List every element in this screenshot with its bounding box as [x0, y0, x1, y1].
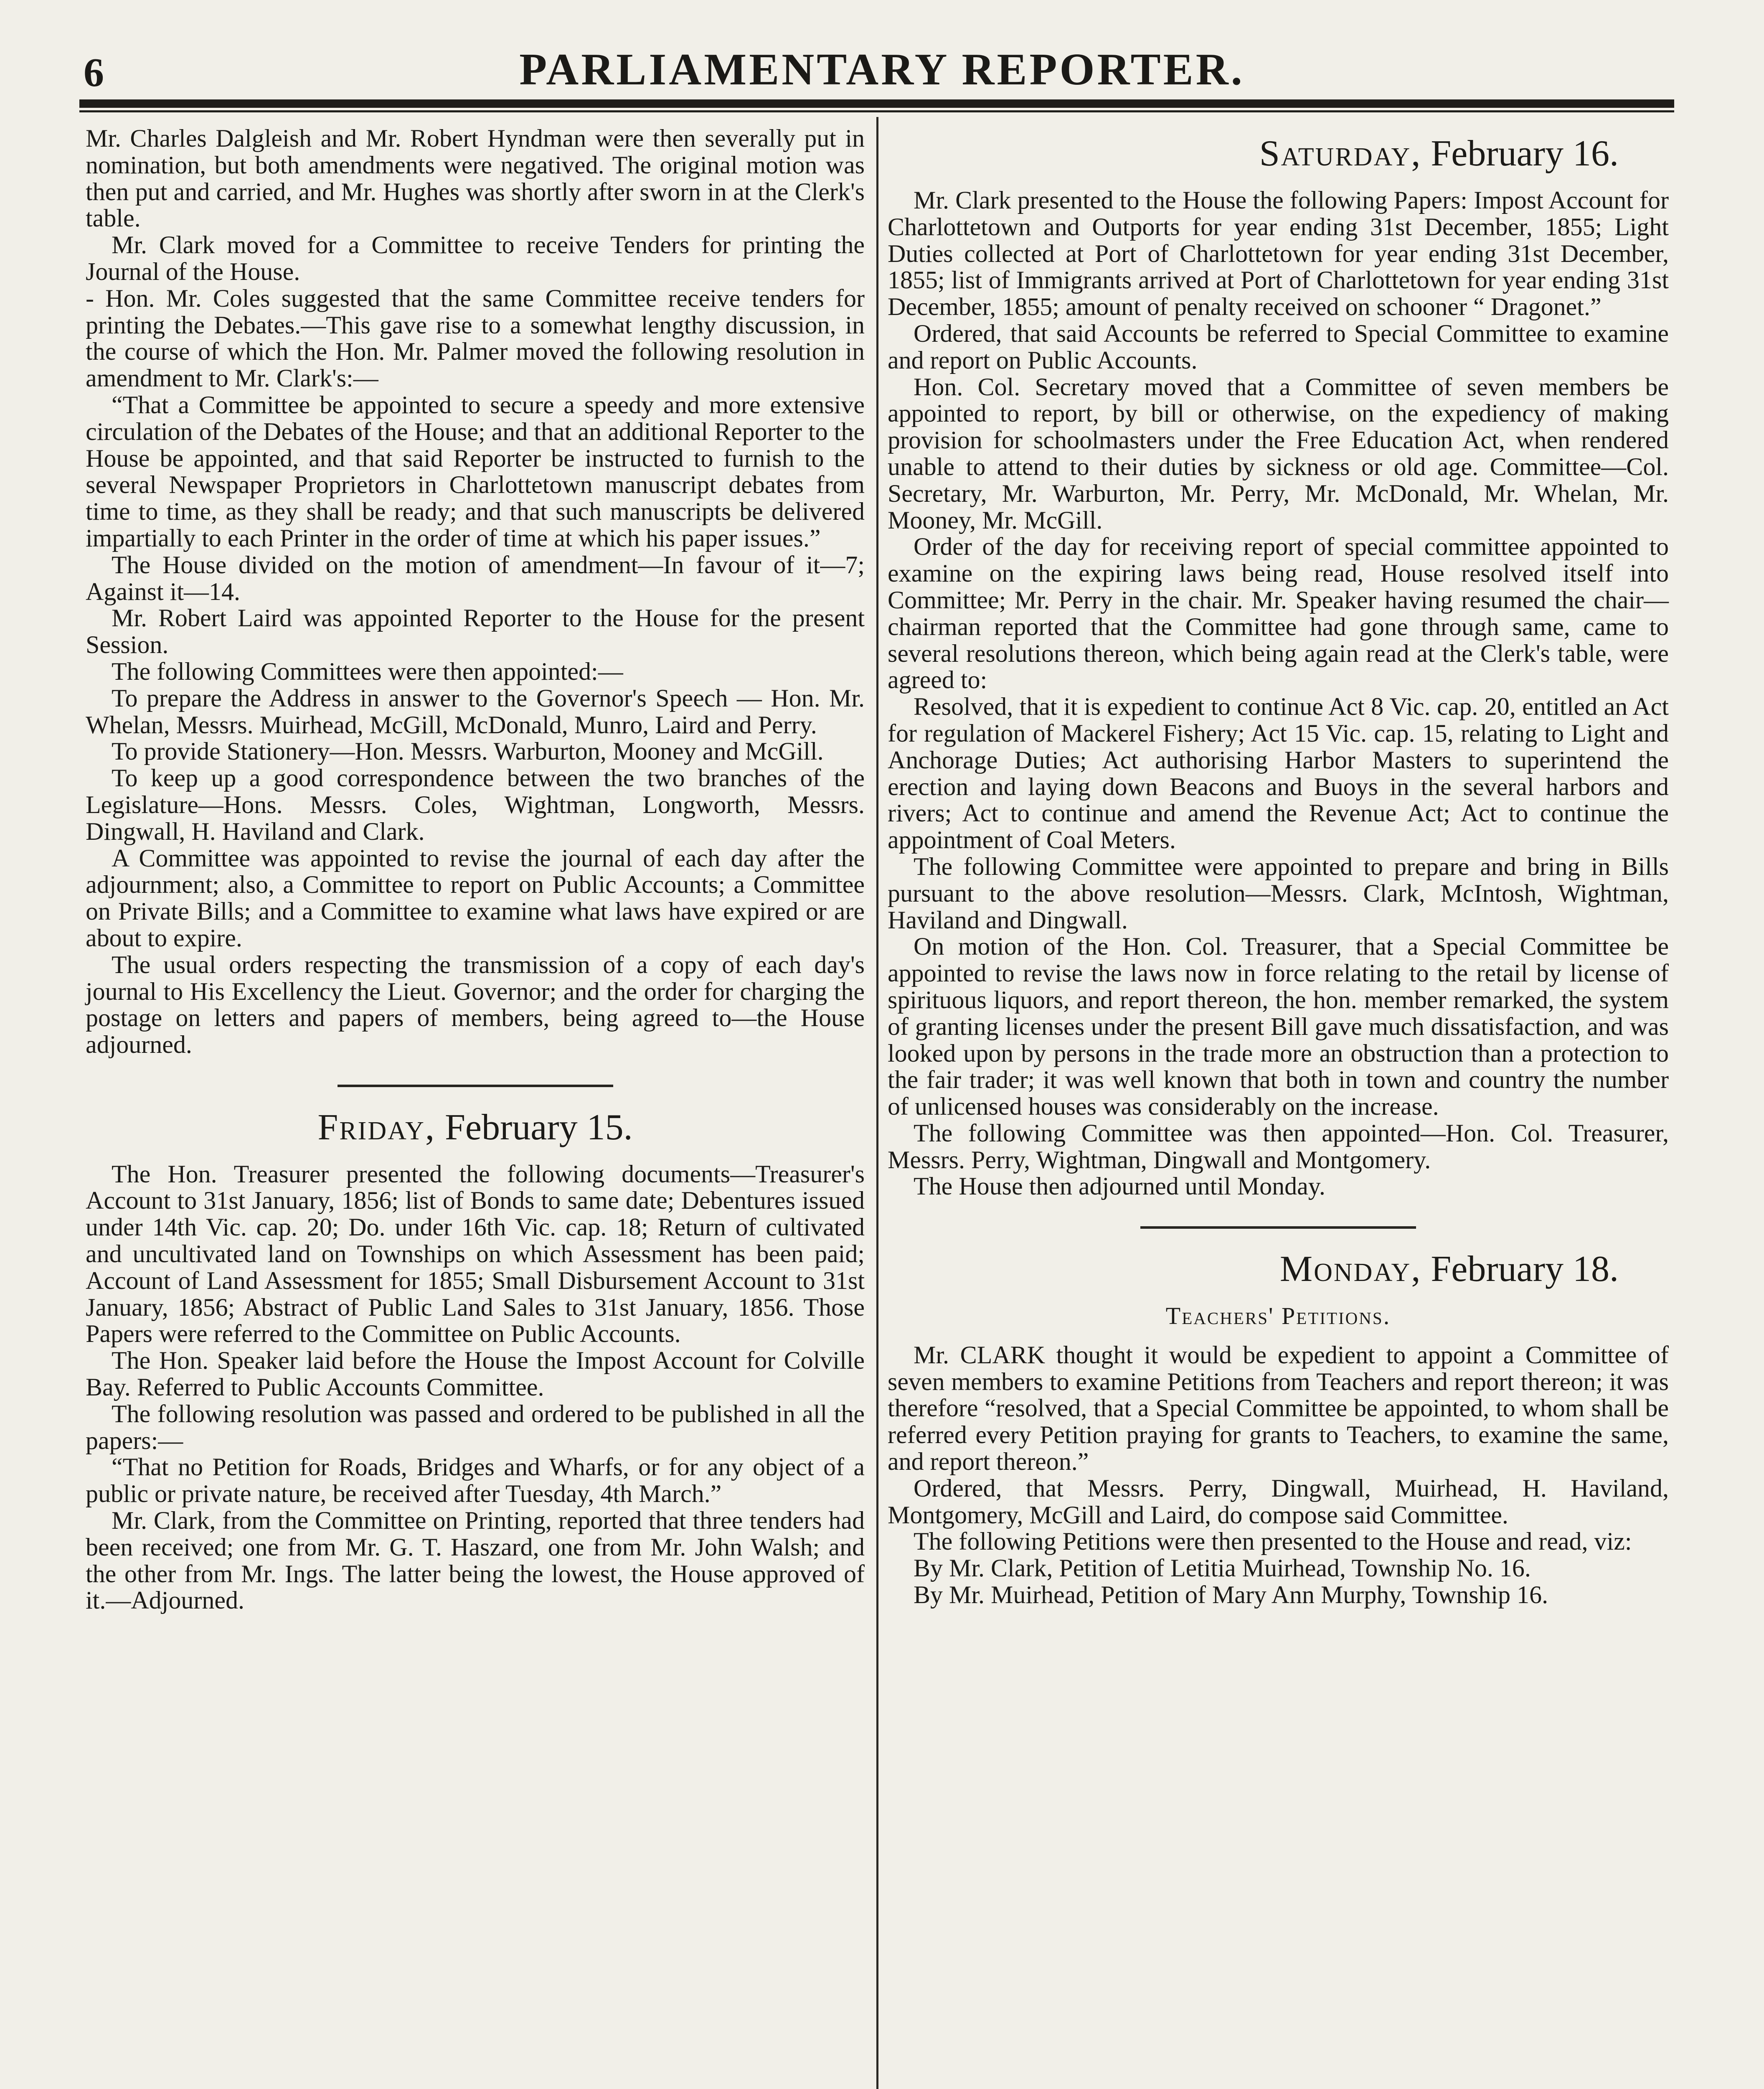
day-date: February 15. [444, 1107, 633, 1148]
paragraph: Ordered, that said Accounts be referred to Special Committee to examine and report on Public Accounts. [888, 319, 1669, 374]
paragraph: The Hon. Treasurer presented the following documents—Treasurer's Account to 31st January, 1856; list of Bonds to same date; Debentures issued under 14th Vic. cap. 20; Do. under 16th Vic. cap. 18; Return of cultivated and uncultivated land on Townships on which Assessment has been paid; Account of Land Assessment for 1855; Small Disbursement Account to 31st January, 1856; Abstract of Public Land Sales to 31st January, 1856. Those Papers were referred to the Committee on Public Accounts. [86, 1160, 865, 1348]
paragraph: The House divided on the motion of amendment—In favour of it—7; Against it—14. [86, 551, 865, 605]
paragraph: Order of the day for receiving report of special committee appointed to examine on the expiring laws being read, House resolved itself into Committee; Mr. Perry in the chair. Mr. Speaker having resumed the chair—chairman reported that the Committee had gone through same, came to several resolutions thereon, which being again read at the Clerk's table, were agreed to: [888, 533, 1669, 694]
paragraph: By Mr. Clark, Petition of Letitia Muirhead, Township No. 16. [914, 1554, 1531, 1582]
column-divider [876, 117, 878, 2089]
paragraph: The usual orders respecting the transmission of a copy of each day's journal to His Excellency the Lieut. Governor; and the order for charging the postage on letters and papers of members, being agreed to—the House adjourned. [86, 950, 865, 1059]
day-date: February 16. [1431, 133, 1619, 174]
page-number: 6 [84, 50, 104, 95]
paragraph: The following Committees were then appointed:— [112, 657, 623, 685]
paragraph: To prepare the Address in answer to the Governor's Speech — Hon. Mr. Whelan, Messrs. Muirhead, McGill, McDonald, Munro, Laird and Perry. [86, 684, 865, 739]
paragraph: Mr. Clark moved for a Committee to receive Tenders for printing the Journal of the House. [86, 231, 865, 285]
paragraph: Mr. Robert Laird was appointed Reporter to the House for the present Session. [86, 604, 865, 659]
paragraph: Ordered, that Messrs. Perry, Dingwall, Muirhead, H. Haviland, Montgomery, McGill and Laird, do compose said Committee. [888, 1474, 1669, 1529]
paragraph: The Hon. Speaker laid before the House the Impost Account for Colville Bay. Referred to Public Accounts Committee. [86, 1347, 865, 1401]
paragraph: The House then adjourned until Monday. [914, 1172, 1325, 1200]
day-name: Saturday, [1259, 133, 1422, 174]
paragraph: A Committee was appointed to revise the journal of each day after the adjournment; also, a Committee to report on Public Accounts; a Committee on Private Bills; and a Committee to examine what laws have expired or are about to expire. [86, 844, 865, 952]
paragraph: On motion of the Hon. Col. Treasurer, that a Special Committee be appointed to revise the laws now in force relating to the retail by license of spirituous liquors, and report thereon, the hon. member remarked, the system of granting licenses under the present Bill gave much dissatisfaction, and was looked upon by persons in the trade more an obstruction than a protection to the fair trader; it was well known that both in town and country the number of unlicensed houses was considerably on the increase. [888, 933, 1669, 1121]
paragraph: The following resolution was passed and ordered to be published in all the papers:— [86, 1400, 865, 1454]
paragraph: Mr. Clark, from the Committee on Printing, reported that three tenders had been received; one from Mr. G. T. Haszard, one from Mr. John Walsh; and the other from Mr. Ings. The latter being the lowest, the House approved of it.—Adjourned. [86, 1507, 865, 1614]
section-subheading: Teachers' Petitions. [1165, 1302, 1391, 1330]
header-rule-thin [79, 110, 1674, 112]
paragraph: Resolved, that it is expedient to continue Act 8 Vic. cap. 20, entitled an Act for regulation of Mackerel Fishery; Act 15 Vic. cap. 15, relating to Light and Anchorage Duties; Act authorising Harbor Masters to superintend the erection and laying down Beacons and Buoys in the several harbors and rivers; Act to continue and amend the Revenue Act; Act to continue the appointment of Coal Meters. [888, 693, 1669, 854]
left-column [86, 125, 865, 1614]
paragraph: To provide Stationery—Hon. Messrs. Warburton, Mooney and McGill. [112, 737, 824, 765]
day-name: Friday, [317, 1107, 436, 1148]
quoted-resolution: “That a Committee be appointed to secure a speedy and more extensive circulation of the Debates of the House; and that an additional Reporter to the House be appointed, and that said Reporter be instructed to furnish to the several Newspaper Proprietors in Charlottetown manuscript debates from time to time, as they shall be ready; and that such manuscripts be delivered impartially to each Printer in the order of time at which his paper issues.” [86, 391, 865, 552]
saturday-heading [888, 133, 1669, 175]
paragraph: Hon. Col. Secretary moved that a Committee of seven members be appointed to report, by bill or otherwise, on the expediency of making provision for schoolmasters under the Free Education Act, when rendered unable to attend to their duties by sickness or old age. Committee—Col. Secretary, Mr. Warburton, Mr. Perry, Mr. McDonald, Mr. Whelan, Mr. Mooney, Mr. McGill. [888, 373, 1669, 534]
paragraph: Mr. CLARK thought it would be expedient to appoint a Committee of seven members to examine Petitions from Teachers and report thereon; it was therefore “resolved, that a Special Committee be appointed, to whom shall be referred every Petition praying for grants to Teachers, to examine the same, and report thereon.” [888, 1341, 1669, 1476]
friday-heading [86, 1107, 865, 1149]
header-rule-thick [79, 99, 1674, 108]
section-separator [888, 1212, 1669, 1239]
paragraph: Mr. Charles Dalgleish and Mr. Robert Hyndman were then severally put in nomination, but both amendments were negatived. The original motion was then put and carried, and Mr. Hughes was shortly after sworn in at the Clerk's table. [86, 125, 865, 232]
paragraph: By Mr. Muirhead, Petition of Mary Ann Murphy, Township 16. [914, 1581, 1548, 1609]
day-date: February 18. [1431, 1249, 1619, 1290]
day-name: Monday, [1279, 1249, 1422, 1290]
section-separator [86, 1071, 865, 1098]
paragraph: - Hon. Mr. Coles suggested that the same Committee receive tenders for printing the Debates.—This gave rise to a somewhat lengthy discussion, in the course of which the Hon. Mr. Palmer moved the following resolution in amendment to Mr. Clark's:— [86, 284, 865, 392]
paragraph: The following Committee was then appointed—Hon. Col. Treasurer, Messrs. Perry, Wightman, Dingwall and Montgomery. [888, 1119, 1669, 1174]
paragraph: The following Petitions were then presented to the House and read, viz: [914, 1527, 1632, 1555]
paragraph: The following Committee were appointed to prepare and bring in Bills pursuant to the above resolution—Messrs. Clark, McIntosh, Wightman, Haviland and Dingwall. [888, 852, 1669, 934]
running-head-title: PARLIAMENTARY REPORTER. [519, 45, 1245, 94]
monday-heading [888, 1248, 1669, 1290]
right-column [888, 125, 1669, 1609]
quoted-resolution: “That no Petition for Roads, Bridges and Wharfs, or for any object of a public or private nature, be received after Tuesday, 4th March.” [86, 1453, 865, 1508]
paragraph: Mr. Clark presented to the House the following Papers: Impost Account for Charlottetown and Outports for year ending 31st December, 1855; Light Duties collected at Port of Charlottetown for year ending 31st December, 1855; list of Immigrants arrived at Port of Charlottetown for year ending 31st December, 1855; amount of penalty received on schooner “ Dragonet.” [888, 186, 1669, 321]
paragraph: To keep up a good correspondence between the two branches of the Legislature—Hons. Messrs. Coles, Wightman, Longworth, Messrs. Dingwall, H. Haviland and Clark. [86, 764, 865, 845]
